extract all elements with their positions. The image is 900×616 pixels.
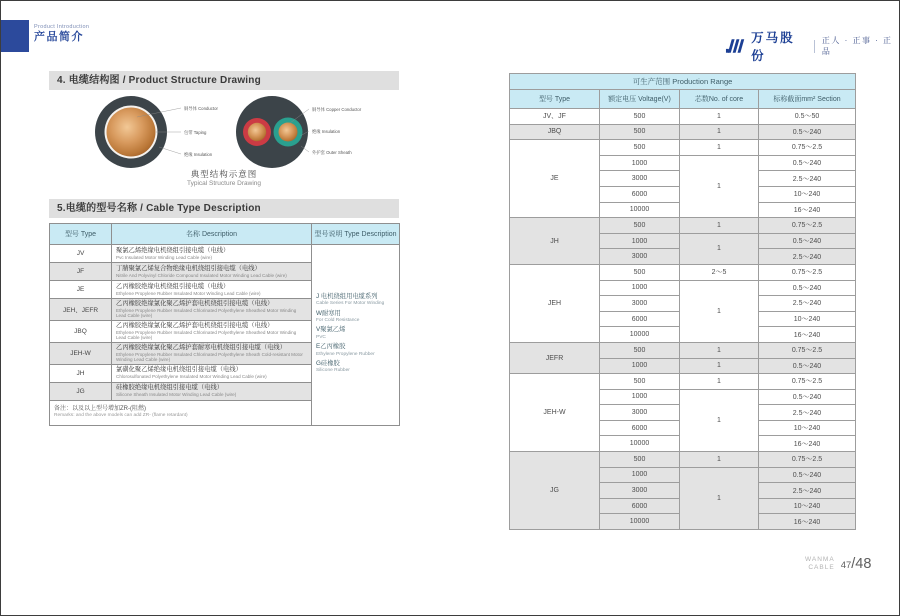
diagram-caption-en: Typical Structure Drawing [186,179,262,187]
voltage-cell: 1000 [600,233,680,249]
cable-type-cell: JEH-W [50,342,112,364]
type-desc-en: For Cold Resistance [316,318,360,324]
production-range-table [509,73,856,530]
cable-desc-cell [112,299,312,321]
brand-divider [814,40,815,53]
cable-desc-zh: 聚氯乙烯绝缘电机绕组引接电缆（电线） [116,246,230,254]
section-cell: 0.5～240 [759,124,856,140]
production-header-row [510,90,856,109]
cable-desc-zh: 氯磺化聚乙烯绝缘电机绕组引接电缆（电线） [116,366,242,374]
voltage-cell: 500 [600,218,680,234]
col-header-voltage: 额定电压 Voltage(V) [600,90,680,109]
cable-desc-cell [112,263,312,281]
type-desc-zh: E乙丙橡胶 [316,343,346,351]
cable-desc-en: Nitrile And Polyvinyl Chloride Compound Insulated Motor Winding Lead Cable (wire) [116,272,287,278]
production-type-cell: JV、JF [510,109,600,125]
section-cell: 0.5～240 [759,467,856,483]
page-number [841,556,872,572]
cable-desc-zh: 乙丙橡胶绝缘氯化聚乙烯护套电机绕组引接电缆（电线） [116,321,274,329]
section-cell: 16～240 [759,514,856,530]
section-cell: 0.5～50 [759,109,856,125]
section-cell: 2.5～240 [759,296,856,312]
section-cell: 0.5～240 [759,280,856,296]
voltage-cell: 6000 [600,311,680,327]
core-count-cell: 1 [680,389,759,451]
type-desc-en: Silicone Rubber [316,368,350,374]
core-count-cell: 2～5 [680,264,759,280]
voltage-cell: 6000 [600,498,680,514]
section-cell: 0.75～2.5 [759,264,856,280]
cable-desc-cell [112,281,312,299]
red-core-conductor [248,123,266,141]
voltage-cell: 10000 [600,327,680,343]
type-desc-en: Cable Series For Motor Winding [316,301,385,307]
diagram-label: 铜导体 Conductor [184,106,218,111]
voltage-cell: 10000 [600,202,680,218]
section-eyebrow-zh: 产品简介 [34,31,84,44]
section-cell: 0.75～2.5 [759,452,856,468]
cable-type-row [50,245,400,263]
page-number-total: /48 [851,556,872,572]
section-cell: 10～240 [759,311,856,327]
cable-desc-zh: 乙丙橡胶绝缘氯化聚乙烯护套耐寒电机绕组引接电缆（电线） [116,343,287,351]
cable-desc-zh: 硅橡胶绝缘电机绕组引接电缆（电线） [116,384,224,392]
section-cell: 0.75～2.5 [759,374,856,390]
section4-title-bar: 4. 电缆结构图 / Product Structure Drawing [49,71,399,90]
production-type-cell: JE [510,140,600,218]
voltage-cell: 3000 [600,483,680,499]
voltage-cell: 6000 [600,186,680,202]
production-row [510,140,856,156]
cable-desc-cell [112,342,312,364]
cable-desc-zh: 乙丙橡胶绝缘电机绕组引接电缆（电线） [116,282,230,290]
type-desc-zh: J 电机绕组用电缆系列 [316,292,378,300]
col-header-type: 型号 Type [50,224,112,245]
col-header-type-description: 型号说明 Type Description [312,224,400,245]
voltage-cell: 500 [600,374,680,390]
cable-desc-en: Ethylene Propylene Rubber Insulated Motor Winding Lead Cable (wire) [116,290,261,296]
footer-brand-bottom: CABLE [808,564,835,571]
col-header-type: 型号 Type [510,90,600,109]
core-count-cell: 1 [680,140,759,156]
voltage-cell: 1000 [600,280,680,296]
cable-desc-en: Chlorosulfonated Polyethylene Insulated Motor Winding Lead Cable (wire) [116,374,267,380]
diagram-label: 绝缘 Insulation [184,152,213,157]
cable-desc-zh: 丁腈聚氯乙烯复合物绝缘电机绕组引接电缆（电线） [116,264,261,272]
voltage-cell: 10000 [600,436,680,452]
section-cell: 0.75～2.5 [759,218,856,234]
cable-type-header-row [50,224,400,245]
production-type-cell: JEFR [510,342,600,373]
voltage-cell: 500 [600,452,680,468]
teal-core-conductor [279,123,298,142]
cable-desc-en: Ethylene Propylene Rubber Insulated Chlorinated Polyethylene Sheathed Motor Winding Lead Cable (wire) [116,329,297,341]
core-count-cell: 1 [680,467,759,529]
production-row [510,374,856,390]
section-cell: 0.75～2.5 [759,140,856,156]
type-desc-en: PVC [316,334,326,340]
cable-type-cell: JV [50,245,112,263]
cable-type-cell: JEH、JEFR [50,299,112,321]
core-count-cell: 1 [680,280,759,342]
brand-slogan: 正人 · 正事 · 正品 [821,36,893,56]
diagram-label: 绝缘 Insulation [312,129,341,134]
voltage-cell: 500 [600,140,680,156]
cable-type-cell: JBQ [50,320,112,342]
production-type-cell: JH [510,218,600,265]
diagram-label: 外护套 Outer Sheath [312,150,352,155]
section-cell: 10～240 [759,186,856,202]
core-count-cell: 1 [680,218,759,234]
diagram-label: 包带 Taping [184,130,207,135]
col-header-cores: 芯数No. of core [680,90,759,109]
section-cell: 2.5～240 [759,171,856,187]
section-cell: 0.5～240 [759,358,856,374]
cable-structure-diagram [49,87,399,171]
diagram-caption-zh: 典型结构示意图 [190,169,258,179]
production-type-cell: JBQ [510,124,600,140]
section-cell: 10～240 [759,498,856,514]
core-count-cell: 1 [680,124,759,140]
remark-zh: 备注：以及以上型号增加ZR-(阻燃) [54,405,146,412]
section-cell: 0.5～240 [759,155,856,171]
two-core-cable-drawing [236,96,362,168]
page-number-current: 47 [840,560,852,571]
production-type-cell: JG [510,452,600,530]
section-cell: 2.5～240 [759,483,856,499]
type-desc-zh: G硅橡胶 [316,359,340,367]
core-count-cell: 1 [680,358,759,374]
cable-type-table [49,223,400,426]
core-count-cell: 1 [680,109,759,125]
core-count-cell: 1 [680,374,759,390]
production-row [510,218,856,234]
core-count-cell: 1 [680,233,759,264]
cable-desc-en: Ethylene Propylene Rubber Insulated Chlorinated Polyethylene Sheath Cold-resistant Motor Winding Lead Cable (wire) [116,351,303,363]
production-title-row [510,74,856,90]
voltage-cell: 10000 [600,514,680,530]
voltage-cell: 1000 [600,467,680,483]
production-row [510,124,856,140]
voltage-cell: 500 [600,109,680,125]
page-footer [805,556,871,572]
section-cell: 16～240 [759,436,856,452]
page-header [34,24,89,43]
voltage-cell: 1000 [600,155,680,171]
voltage-cell: 500 [600,124,680,140]
col-header-description: 名称 Description [112,224,312,245]
section-cell: 2.5～240 [759,249,856,265]
voltage-cell: 500 [600,264,680,280]
production-range-title: 可生产范围 Production Range [510,74,856,90]
cable-desc-cell [112,245,312,263]
cable-desc-en: Ethylene Propylene Rubber Insulated Chlorinated Polyethylene Sheathed Motor Winding Lead Cable (wire) [116,307,297,319]
section-cell: 16～240 [759,202,856,218]
voltage-cell: 6000 [600,420,680,436]
production-row [510,452,856,468]
voltage-cell: 1000 [600,358,680,374]
type-desc-en: Ethylene Propylene Rubber [316,351,375,357]
section-cell: 10～240 [759,420,856,436]
footer-brand [805,556,835,572]
section-cell: 16～240 [759,327,856,343]
production-type-cell: JEH-W [510,374,600,452]
cable-desc-zh: 乙丙橡胶绝缘氯化聚乙烯护套电机绕组引接电缆（电线） [116,300,274,307]
brand-header [725,28,899,64]
cable-type-cell: JH [50,364,112,382]
voltage-cell: 3000 [600,405,680,421]
section-cell: 0.75～2.5 [759,342,856,358]
core-count-cell: 1 [680,342,759,358]
section-cell: 2.5～240 [759,405,856,421]
voltage-cell: 500 [600,342,680,358]
production-row [510,109,856,125]
brand-name: 万马股份 [751,31,795,63]
footer-brand-top: WANMA [805,556,835,564]
production-row [510,264,856,280]
type-desc-zh: V聚氯乙烯 [316,326,346,334]
voltage-cell: 3000 [600,249,680,265]
core-count-cell: 1 [680,155,759,217]
voltage-cell: 1000 [600,389,680,405]
section-eyebrow-en: Product Introduction [34,24,90,30]
voltage-cell: 3000 [600,171,680,187]
section-cell: 0.5～240 [759,233,856,249]
diagram-caption [49,169,399,188]
section-cell: 0.5～240 [759,389,856,405]
cable-type-cell: JE [50,281,112,299]
cable-desc-cell [112,382,312,400]
col-header-section: 标称截面mm² Section [759,90,856,109]
header-accent-block [1,20,29,52]
diagram-label: 铜导体 Copper Conductor [312,107,362,112]
production-type-cell: JEH [510,264,600,342]
type-desc-zh: W耐寒用 [316,309,341,317]
cable-type-cell: JF [50,263,112,281]
cable-desc-cell [112,320,312,342]
single-core-cable-drawing [95,96,218,168]
cable-desc-en: Pvc Insulated Motor Winding Lead Cable (wire) [116,254,213,260]
cable-desc-en: Silicone Sheath Insulated Motor Winding Lead Cable (wire) [116,392,237,398]
voltage-cell: 3000 [600,296,680,312]
section5-title-bar: 5.电缆的型号名称 / Cable Type Description [49,199,399,218]
wanma-logo-icon [725,38,748,54]
cable-desc-cell [112,364,312,382]
remark-cell [50,400,312,425]
type-description-cell [312,245,400,426]
cable-type-cell: JG [50,382,112,400]
remark-en: Remarks: and the above models can add ZR- (flame retardant) [54,413,188,419]
production-row [510,342,856,358]
core-count-cell: 1 [680,452,759,468]
